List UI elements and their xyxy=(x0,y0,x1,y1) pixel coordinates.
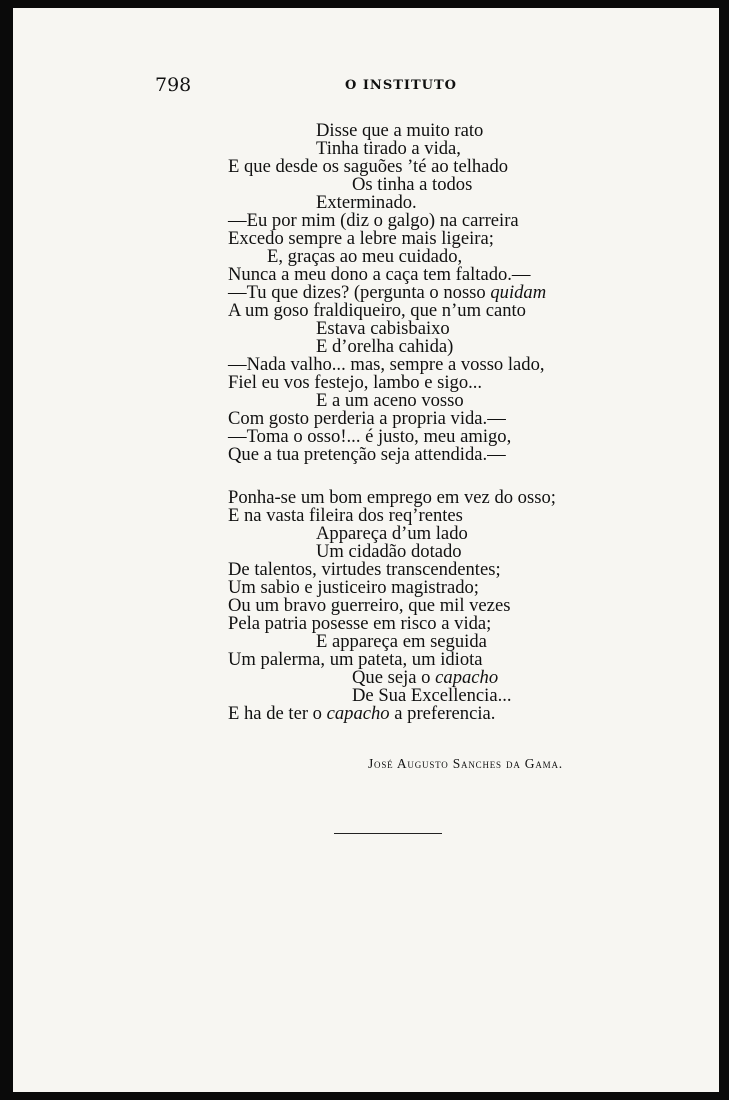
author-signature: José Augusto Sanches da Gama. xyxy=(368,756,563,771)
poem-line: Excedo sempre a lebre mais ligeira; xyxy=(228,228,494,249)
poem-line: —Toma o osso!... é justo, meu amigo, xyxy=(228,426,512,447)
poem-line: Ou um bravo guerreiro, que mil vezes xyxy=(228,595,511,616)
poem-line-text: —Tu que dizes? (pergunta o nosso xyxy=(228,282,491,303)
poem-line: Os tinha a todos xyxy=(352,174,473,195)
poem-line: Estava cabisbaixo xyxy=(316,318,450,339)
poem-line-text: a preferencia. xyxy=(389,703,496,724)
poem-line: Appareça d’um lado xyxy=(316,523,468,544)
poem-italic-word: capacho xyxy=(435,667,499,688)
poem-line: E appareça em seguida xyxy=(316,631,487,652)
poem-line: Um sabio e justiceiro magistrado; xyxy=(228,577,479,598)
page-number: 798 xyxy=(155,74,192,96)
poem-line-text: Que seja o xyxy=(352,667,436,688)
poem-line: Um palerma, um pateta, um idiota xyxy=(228,649,483,670)
poem-line xyxy=(228,704,495,724)
poem-line: A um goso fraldiqueiro, que n’um canto xyxy=(228,300,526,321)
poem-italic-word: quidam xyxy=(490,282,547,303)
poem-line: —Nada valho... mas, sempre a vosso lado, xyxy=(228,354,545,375)
poem-line: Um cidadão dotado xyxy=(316,541,462,562)
poem-line: Disse que a muito rato xyxy=(316,120,484,141)
poem-line: Exterminado. xyxy=(316,192,417,213)
poem-line: Pela patria posesse em risco a vida; xyxy=(228,613,492,634)
poem-line: E d’orelha cahida) xyxy=(316,336,454,357)
poem-line: De Sua Excellencia... xyxy=(352,685,512,706)
poem-line: E na vasta fileira dos req’rentes xyxy=(228,505,463,526)
poem-line: E que desde os saguões ’té ao telhado xyxy=(228,156,509,177)
poem-line: E, graças ao meu cuidado, xyxy=(267,246,463,267)
poem-line-text: E ha de ter o xyxy=(228,703,327,724)
poem-line: Ponha-se um bom emprego em vez do osso; xyxy=(228,487,556,508)
poem-line: Com gosto perderia a propria vida.— xyxy=(228,408,506,429)
poem-line: Nunca a meu dono a caça tem faltado.— xyxy=(228,264,531,285)
poem-line: De talentos, virtudes transcendentes; xyxy=(228,559,501,580)
closing-rule xyxy=(334,833,442,834)
poem-line: Tinha tirado a vida, xyxy=(316,138,461,159)
page-header xyxy=(13,74,719,104)
poem-line: Que a tua pretenção seja attendida.— xyxy=(228,444,506,465)
poem-line: Fiel eu vos festejo, lambo e sigo... xyxy=(228,372,483,393)
running-title: O INSTITUTO xyxy=(345,78,457,93)
poem-italic-word: capacho xyxy=(326,703,390,724)
poem-line: E a um aceno vosso xyxy=(316,390,464,411)
poem-line: —Eu por mim (diz o galgo) na carreira xyxy=(228,210,519,231)
book-page xyxy=(13,8,719,1092)
